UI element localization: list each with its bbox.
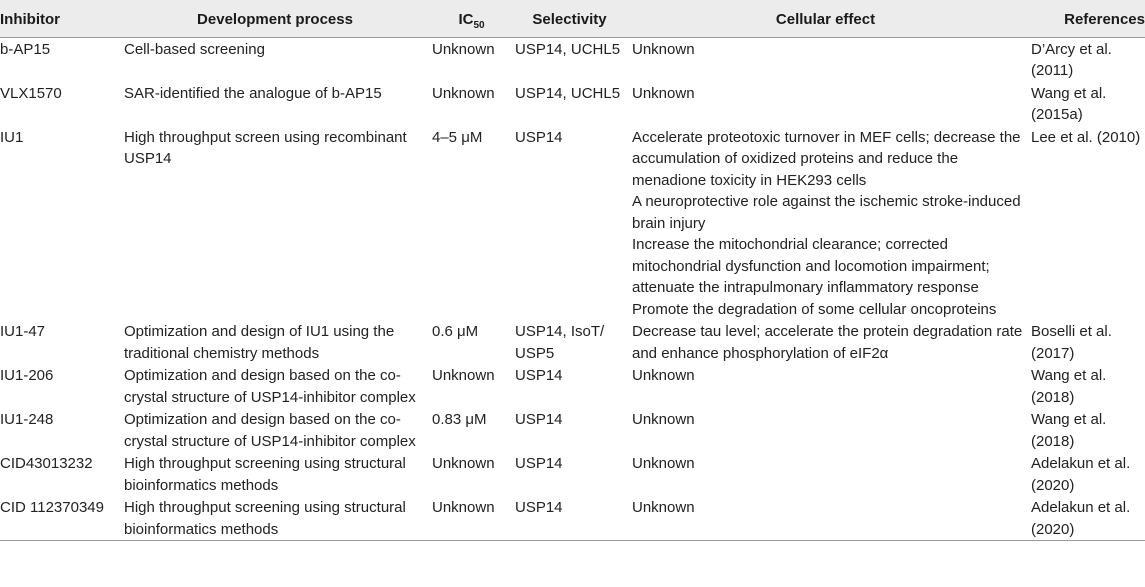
cellular-effect-line: A neuroprotective role against the ischemic stroke-induced brain injury [632, 193, 1021, 232]
cell-cellular-effect [626, 408, 1025, 452]
table-row [0, 37, 1145, 82]
cellular-effect-line: Unknown [632, 84, 695, 102]
cell-reference: Lee et al. (2010) [1031, 128, 1141, 146]
cell-selectivity: USP14 [515, 411, 563, 428]
cell-inhibitor: CID43013232 [0, 455, 93, 472]
cell-ic50: Unknown [432, 455, 495, 472]
cell-selectivity: USP14, UCHL5 [515, 40, 621, 58]
header-selectivity: Selectivity [532, 11, 607, 28]
cell-inhibitor: IU1-248 [0, 411, 54, 428]
cell-inhibitor: IU1-206 [0, 367, 54, 384]
cell-cellular-effect [626, 364, 1025, 408]
cell-ic50: Unknown [432, 40, 495, 58]
cell-cellular-effect [626, 37, 1025, 82]
cell-cellular-effect [626, 82, 1025, 126]
cell-selectivity: USP14 [515, 128, 563, 146]
table-row [0, 126, 1145, 321]
cell-development-process: High throughput screening using structural bioinformatics methods [124, 499, 406, 538]
cell-development-process: High throughput screen using recombinant USP14 [124, 128, 407, 167]
cellular-effect-line: Unknown [632, 455, 695, 472]
cell-cellular-effect [626, 496, 1025, 541]
cellular-effect-line: Accelerate proteotoxic turnover in MEF cells; decrease the accumulation of oxidized proteins and reduce the menadione toxicity in HEK293 cells [632, 128, 1021, 189]
cell-reference: Boselli et al. (2017) [1031, 323, 1112, 362]
header-inhibitor: Inhibitor [0, 11, 60, 28]
header-ic50-main: IC [458, 11, 474, 28]
cellular-effect-line: Increase the mitochondrial clearance; corrected mitochondrial dysfunction and locomotion impairment; attenuate the intrapulmonary inflammatory response [632, 236, 990, 296]
cell-reference: Adelakun et al. (2020) [1031, 455, 1131, 494]
cell-inhibitor: VLX1570 [0, 84, 62, 102]
cellular-effect-line: Promote the degradation of some cellular oncoproteins [632, 300, 997, 318]
table-row [0, 452, 1145, 496]
cell-development-process: Optimization and design of IU1 using the traditional chemistry methods [124, 323, 395, 362]
cell-cellular-effect [626, 452, 1025, 496]
cell-inhibitor: b-AP15 [0, 40, 51, 58]
cell-ic50: 0.6 μM [432, 323, 479, 340]
cell-ic50: Unknown [432, 499, 495, 516]
cellular-effect-line: Unknown [632, 499, 695, 516]
table-row [0, 496, 1145, 541]
cell-selectivity: USP14 [515, 499, 563, 516]
cell-ic50: 0.83 μM [432, 411, 487, 428]
table-body [0, 37, 1145, 541]
cell-development-process: Optimization and design based on the co-crystal structure of USP14-inhibitor complex [124, 367, 416, 406]
header-cellular-effect: Cellular effect [775, 11, 876, 28]
cell-development-process: High throughput screening using structural bioinformatics methods [124, 455, 406, 494]
cell-reference: Wang et al. (2018) [1031, 411, 1107, 450]
cellular-effect-line: Decrease tau level; accelerate the protein degradation rate and enhance phosphorylation of eIF2α [632, 323, 1023, 362]
cell-development-process: Optimization and design based on the co-crystal structure of USP14-inhibitor complex [124, 411, 416, 450]
cell-development-process: Cell-based screening [124, 40, 265, 58]
cell-ic50: Unknown [432, 84, 495, 102]
cell-reference: Wang et al. (2015a) [1031, 84, 1107, 123]
cell-inhibitor: IU1 [0, 128, 24, 146]
cell-inhibitor: IU1-47 [0, 323, 46, 340]
table-header-row [0, 0, 1145, 37]
cellular-effect-line: Unknown [632, 367, 695, 384]
cell-cellular-effect [626, 320, 1025, 364]
cell-ic50: 4–5 μM [432, 128, 483, 146]
cellular-effect-line: Unknown [632, 40, 695, 58]
cell-reference: Adelakun et al. (2020) [1031, 499, 1131, 538]
cell-ic50: Unknown [432, 367, 495, 384]
header-ic50-subscript: 50 [473, 20, 485, 31]
cell-inhibitor: CID 112370349 [0, 499, 104, 516]
cell-reference: D’Arcy et al. (2011) [1031, 40, 1112, 79]
cell-cellular-effect [626, 126, 1025, 321]
cell-selectivity: USP14 [515, 367, 563, 384]
header-references: References [1064, 11, 1145, 28]
table-row [0, 82, 1145, 126]
header-ic50 [430, 0, 513, 37]
cell-reference: Wang et al. (2018) [1031, 367, 1107, 406]
cell-selectivity: USP14, IsoT/ USP5 [515, 323, 605, 362]
cellular-effect-line: Unknown [632, 411, 695, 428]
cell-development-process: SAR-identified the analogue of b-AP15 [124, 84, 382, 102]
cell-selectivity: USP14 [515, 455, 563, 472]
header-development-process: Development process [197, 11, 353, 28]
table-row [0, 408, 1145, 452]
table-row [0, 364, 1145, 408]
table-row [0, 320, 1145, 364]
cell-selectivity: USP14, UCHL5 [515, 84, 621, 102]
